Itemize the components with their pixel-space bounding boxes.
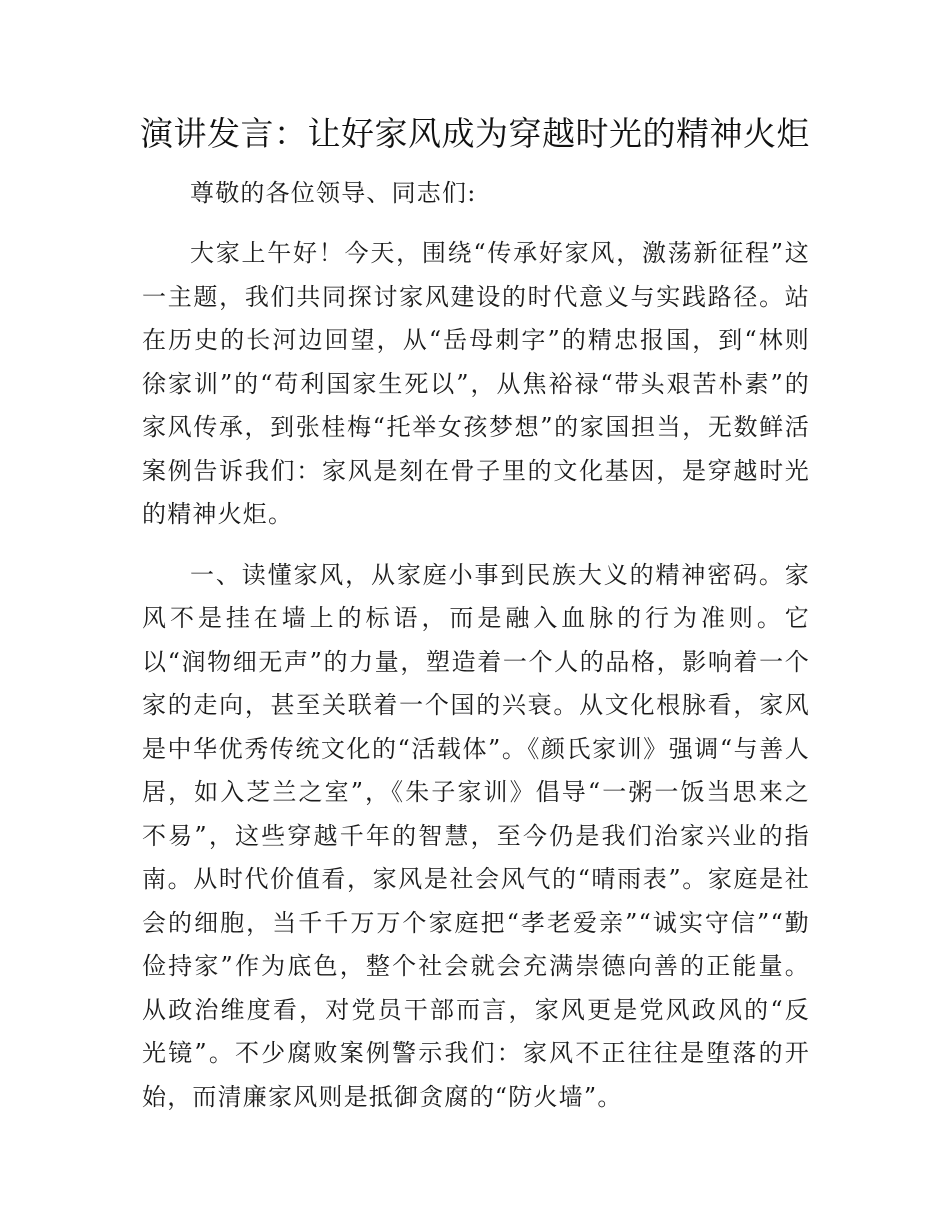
paragraph-section-one: 一、读懂家风，从家庭小事到民族大义的精神密码。家风不是挂在墙上的标语，而是融入血脉的行为准则。它以“润物细无声”的力量，塑造着一个人的品格，影响着一个家的走向，甚至关联着一个国的兴衰。从文化根脉看，家风是中华优秀传统文化的“活载体”。《颜氏家训》强调“与善人居，如入芝兰之室”，《朱子家训》倡导“一粥一饭当思来之不易”，这些穿越千年的智慧，至今仍是我们治家兴业的指南。从时代价值看，家风是社会风气的“晴雨表”。家庭是社会的细胞，当千千万万个家庭把“孝老爱亲”“诚实守信”“勤俭持家”作为底色，整个社会就会充满崇德向善的正能量。从政治维度看，对党员干部而言，家风更是党风政风的“反光镜”。不少腐败案例警示我们：家风不正往往是堕落的开始，而清廉家风则是抵御贪腐的“防火墙”。 [142,560,810,1111]
salutation: 尊敬的各位领导、同志们: [190,179,477,207]
document-body [142,232,810,1136]
paragraph-opening: 大家上午好！今天，围绕“传承好家风，激荡新征程”这一主题，我们共同探讨家风建设的时代意义与实践路径。站在历史的长河边回望，从“岳母刺字”的精忠报国，到“林则徐家训”的“苟利国家生死以”，从焦裕禄“带头艰苦朴素”的家风传承，到张桂梅“托举女孩梦想”的家国担当，无数鲜活案例告诉我们：家风是刻在骨子里的文化基因，是穿越时光的精神火炬。 [142,239,810,528]
document-title: 演讲发言：让好家风成为穿越时光的精神火炬 [140,114,810,153]
